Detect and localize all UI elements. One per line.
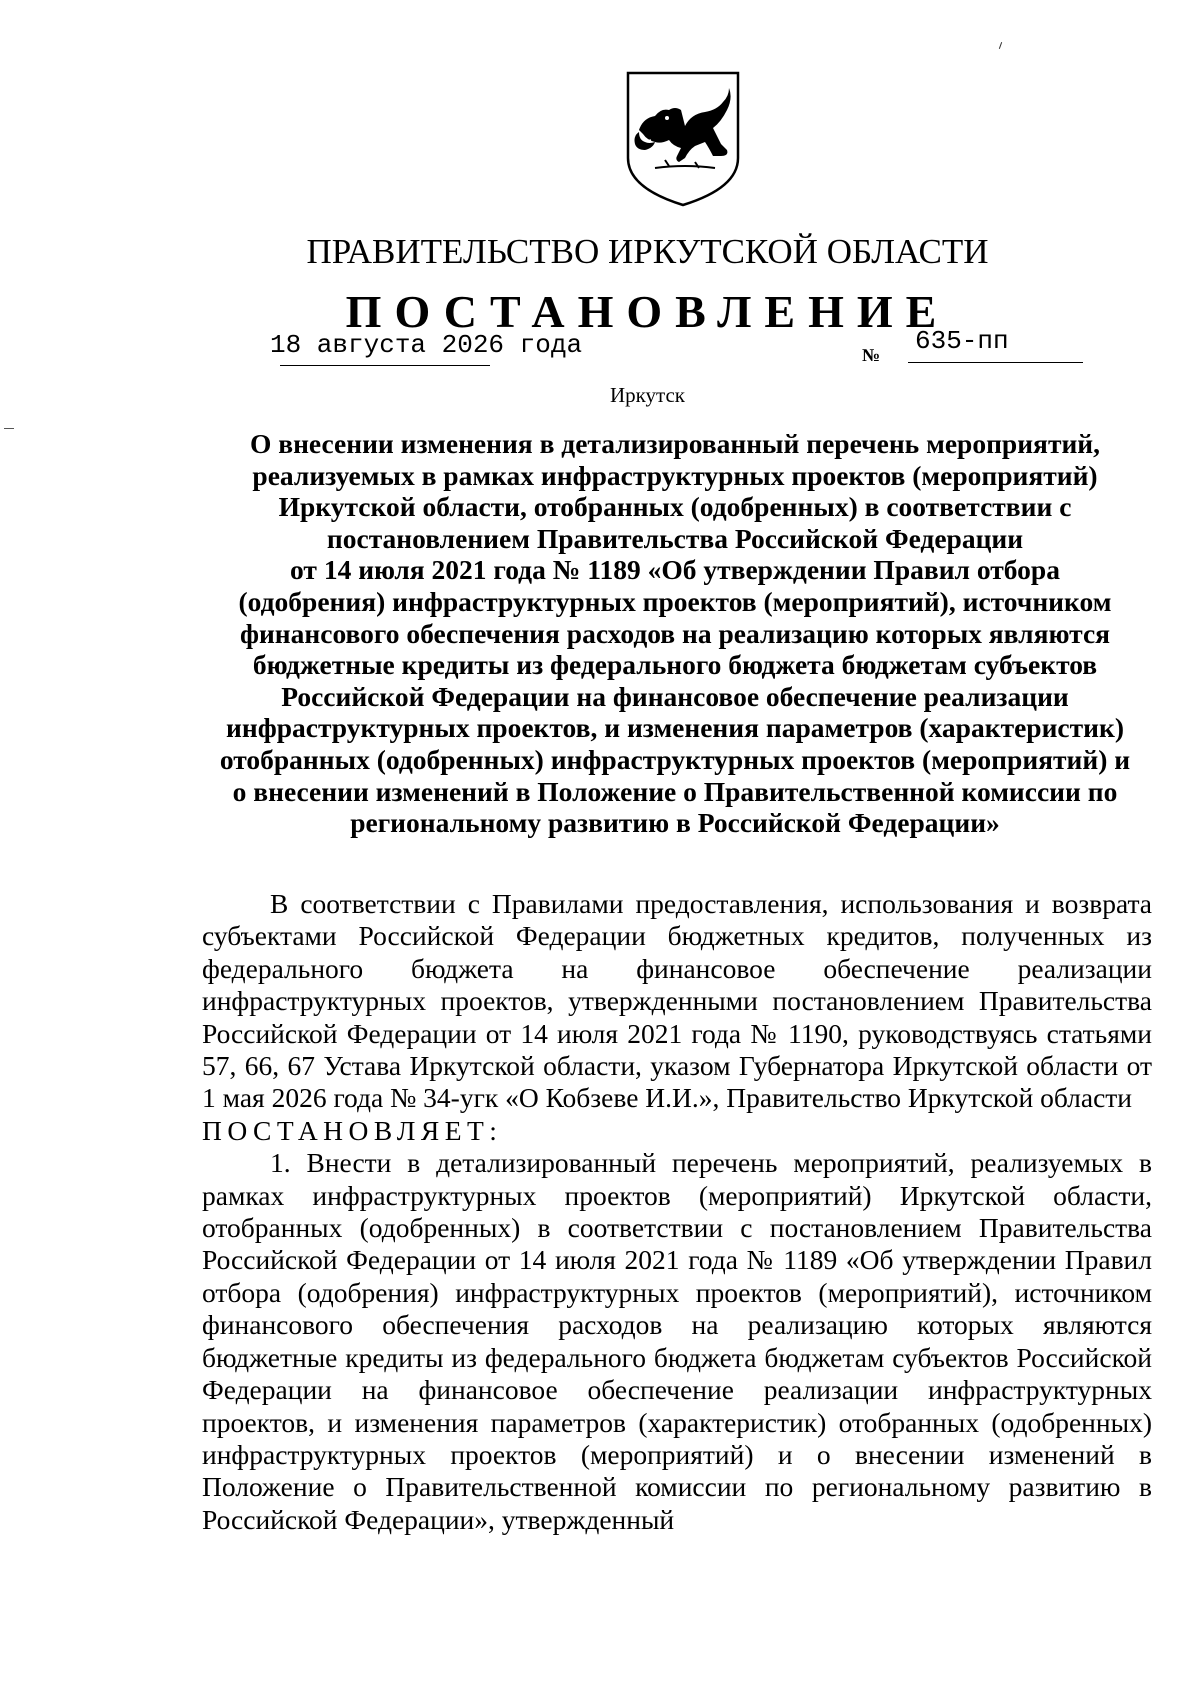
title-line: финансового обеспечения расходов на реализацию которых являются (239, 617, 1111, 649)
number-underline (908, 362, 1083, 363)
title-line: бюджетные кредиты из федерального бюджета бюджетам субъектов (252, 649, 1098, 681)
item-1-paragraph: 1. Внести в детализированный перечень мероприятий, реализуемых в рамках инфраструктурных проектов (мероприятий) Иркутской области, отобранных (одобренных) в соответствии с постановлением Правительства Российской Федерации от 14 июля 2021 года № 1189 «Об утверждении Правил отбора (одобрения) инфраструктурных проектов (мероприятий), источником финансового обеспечения расходов на реализацию которых являются бюджетные кредиты из федерального бюджета бюджетам субъектов Российской Федерации на финансовое обеспечение реализации инфраструктурных проектов, и изменения параметров (характеристик) отобранных (одобренных) инфраструктурных проектов (мероприятий) и о внесении изменений в Положение о Правительственной комиссии по региональному развитию в Российской Федерации», утвержденный (202, 1147, 1152, 1535)
title-line: инфраструктурных проектов, и изменения параметров (характеристик) (226, 712, 1124, 744)
title-line: Российской Федерации на финансовое обеспечение реализации (281, 680, 1069, 712)
title-line: отобранных (одобренных) инфраструктурных проектов (мероприятий) и (219, 743, 1131, 775)
title-line: О внесении изменения в детализированный перечень мероприятий, (249, 428, 1101, 459)
number-sign: № (862, 345, 881, 365)
coat-of-arms-emblem (625, 70, 741, 208)
document-title (200, 428, 1150, 839)
decree-word: ПОСТАНОВЛЯЕТ: (202, 1114, 503, 1146)
margin-mark (4, 428, 14, 429)
scan-mark (999, 42, 1002, 49)
preamble-paragraph: В соответствии с Правилами предоставления, использования и возврата субъектами Российской Федерации бюджетных кредитов, полученных из федерального бюджета на финансовое обеспечение реализации инфраструктурных проектов, утвержденными постановлением Правительства Российской Федерации от 14 июля 2021 года № 1190, руководствуясь статьями 57, 66, 67 Устава Иркутской области, указом Губернатора Иркутской области от 1 мая 2026 года № 34-угк «О Кобзеве И.И.», Правительство Иркутской области (202, 888, 1152, 1114)
document-type: ПОСТАНОВЛЕНИЕ (345, 286, 950, 337)
document-date: 18 августа 2026 года (270, 330, 583, 360)
title-line: Иркутской области, отобранных (одобренных) в соответствии с (278, 491, 1072, 523)
title-line: реализуемых в рамках инфраструктурных проектов (мероприятий) (252, 459, 1098, 491)
authority-name: ПРАВИТЕЛЬСТВО ИРКУТСКОЙ ОБЛАСТИ (306, 232, 989, 271)
title-line: о внесении изменений в Положение о Правительственной комиссии по (232, 775, 1118, 807)
city: Иркутск (609, 383, 686, 407)
title-line: постановлением Правительства Российской Федерации (326, 522, 1024, 554)
title-line: (одобрения) инфраструктурных проектов (мероприятий), источником (238, 585, 1112, 617)
document-body (202, 888, 1152, 1536)
title-line: региональному развитию в Российской Федерации» (350, 807, 1000, 839)
title-line: от 14 июля 2021 года № 1189 «Об утверждении Правил отбора (290, 554, 1060, 586)
document-number: 635-пп (915, 326, 1009, 356)
date-underline (280, 365, 490, 366)
